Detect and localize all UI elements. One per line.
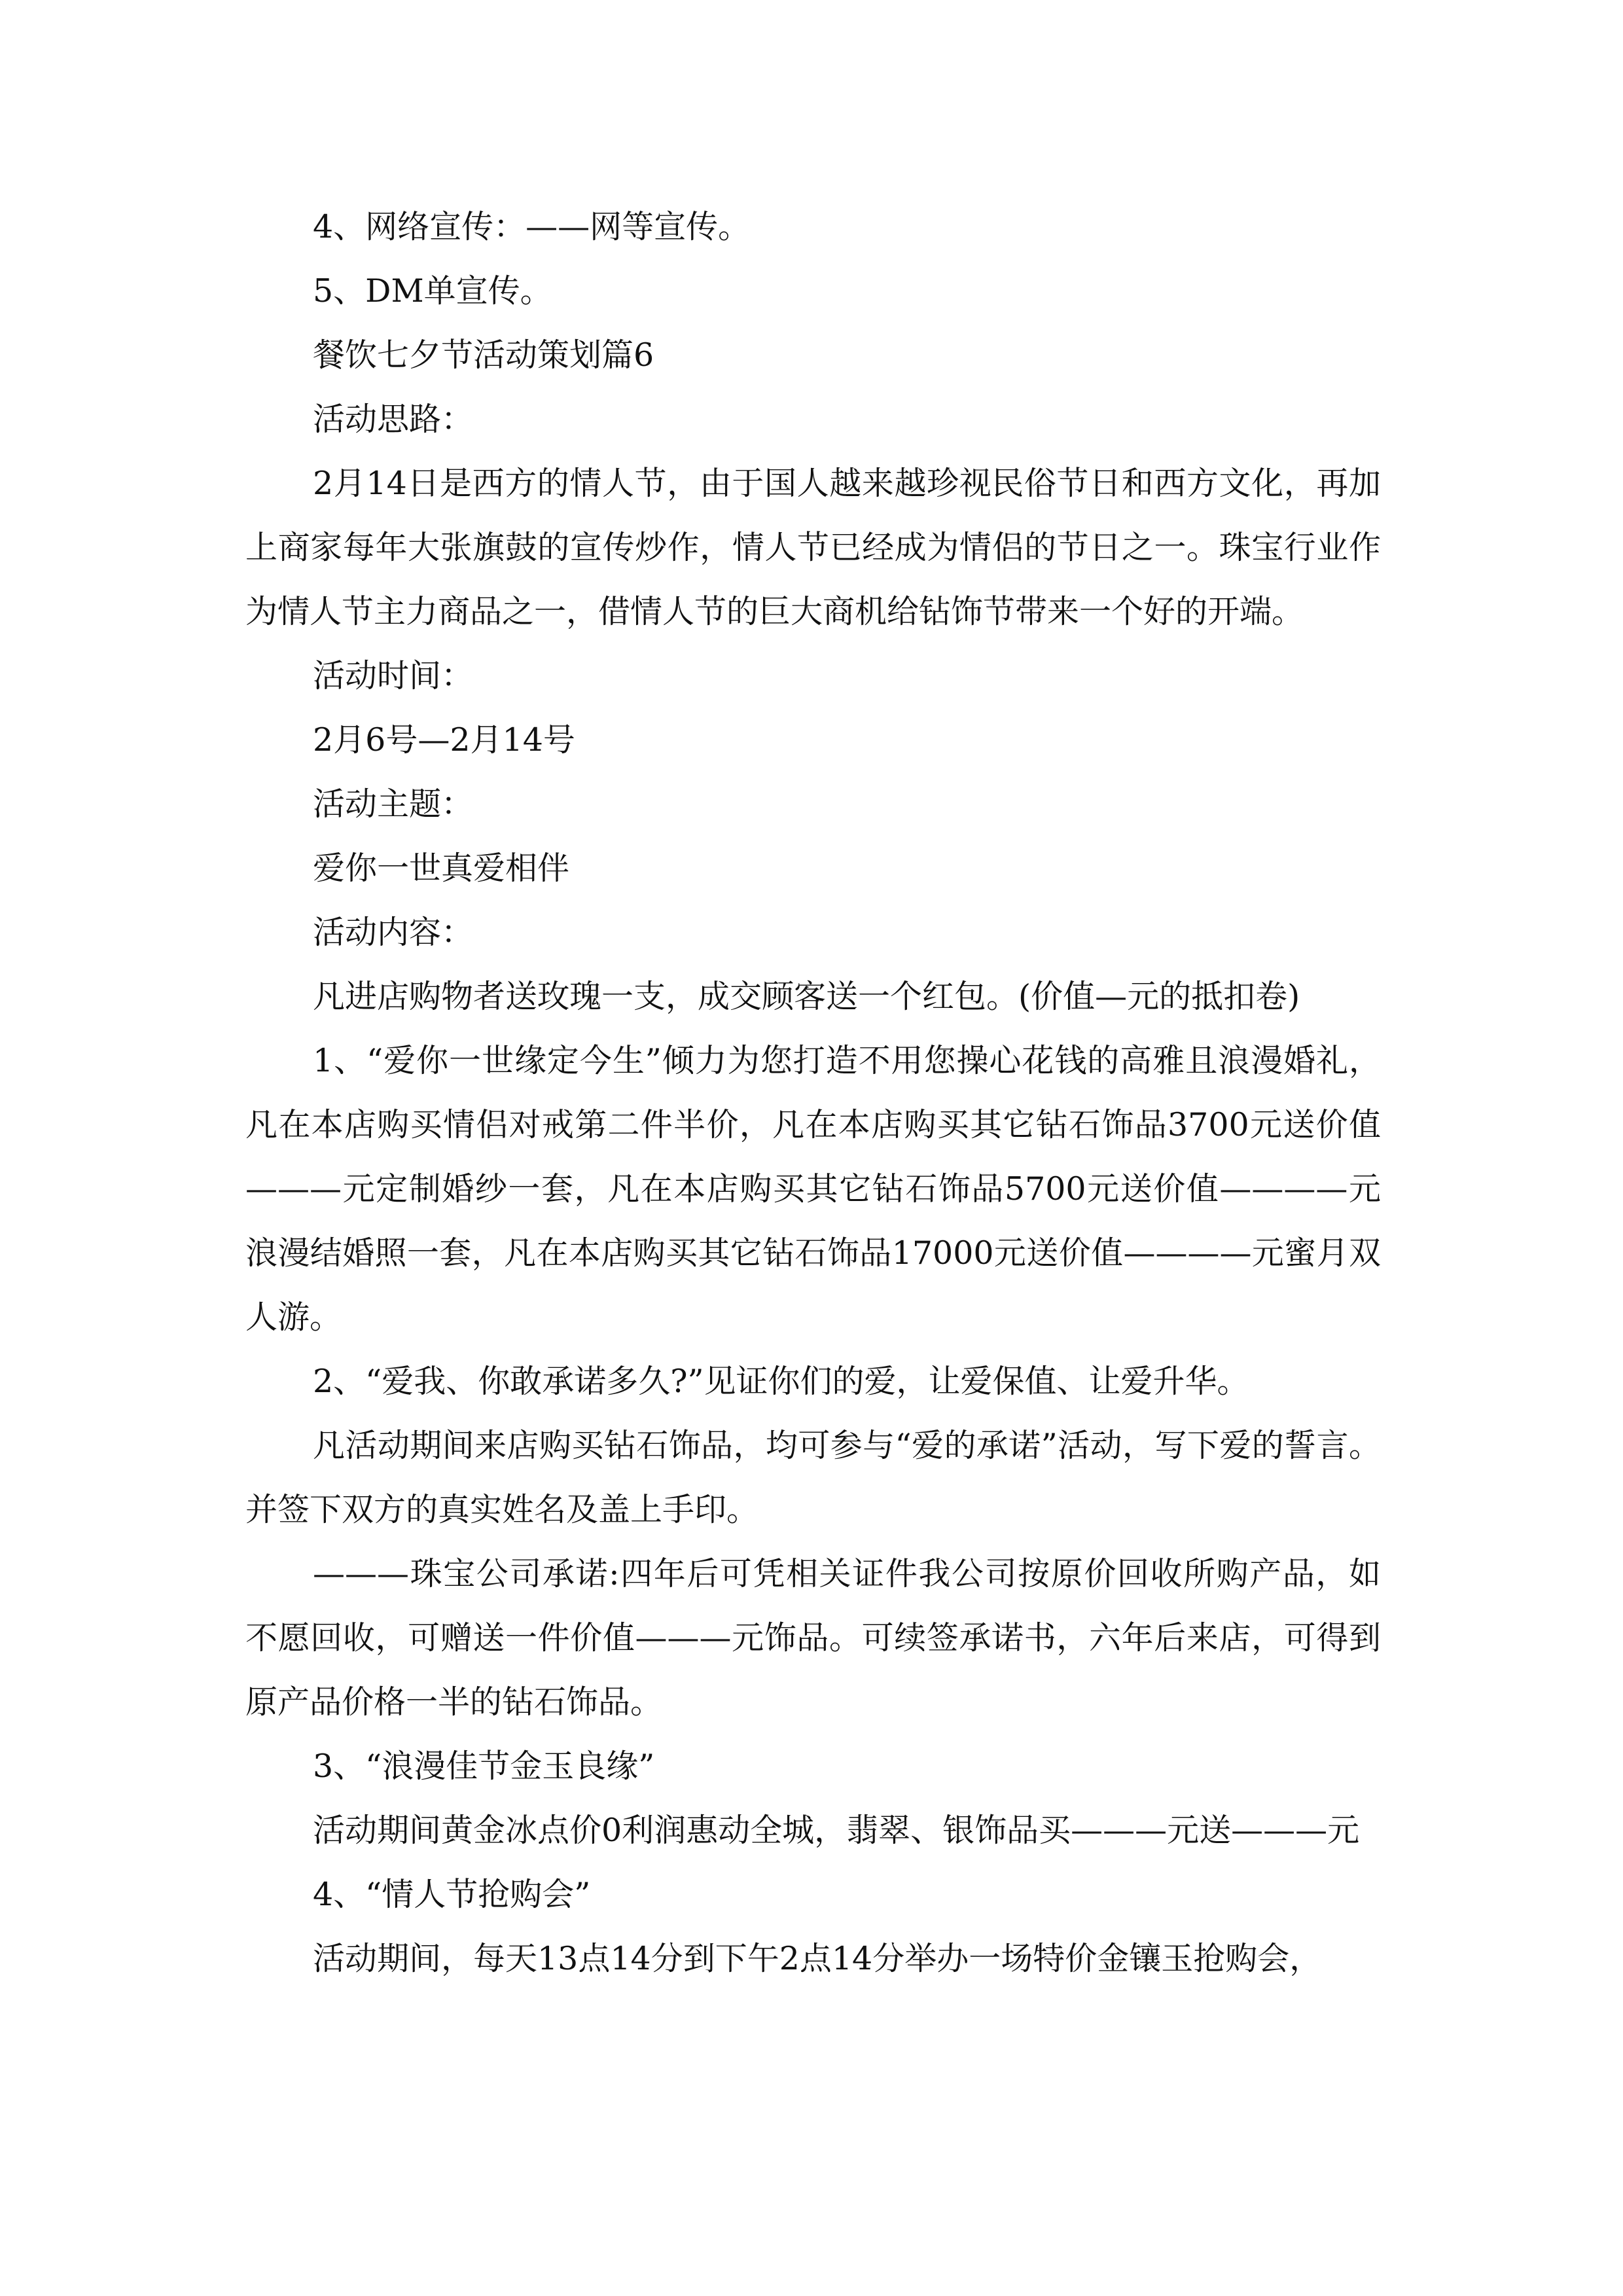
- paragraph-item-1: 1、“爱你一世缘定今生”倾力为您打造不用您操心花钱的高雅且浪漫婚礼，凡在本店购买情侣对戒第二件半价，凡在本店购买其它钻石饰品3700元送价值———元定制婚纱一套，凡在本店购买其它钻石饰品5700元送价值————元浪漫结婚照一套，凡在本店购买其它钻石饰品17000元送价值————元蜜月双人游。: [245, 1042, 1381, 1336]
- paragraph-company-promise: ———珠宝公司承诺:四年后可凭相关证件我公司按原价回收所购产品，如不愿回收，可赠送一件价值———元饰品。可续签承诺书，六年后来店，可得到原产品价格一半的钻石饰品。: [245, 1555, 1381, 1721]
- paragraph-dm-promo: 5、DM单宣传。: [313, 272, 552, 310]
- paragraph-item-3: 3、“浪漫佳节金玉良缘”: [313, 1748, 655, 1785]
- heading-activity-theme: 活动主题：: [313, 785, 474, 823]
- heading-activity-time: 活动时间：: [313, 657, 474, 694]
- paragraph-network-promo: 4、网络宣传：——网等宣传。: [313, 208, 751, 245]
- paragraph-gold-offer: 活动期间黄金冰点价0利润惠动全城，翡翠、银饰品买———元送———元: [313, 1812, 1360, 1849]
- section-title: 餐饮七夕节活动策划篇6: [313, 336, 654, 374]
- paragraph-flash-sale: 活动期间，每天13点14分到下午2点14分举办一场特价金镶玉抢购会，: [313, 1940, 1322, 1977]
- document-body: [245, 195, 1381, 1991]
- heading-activity-content: 活动内容：: [313, 914, 474, 951]
- paragraph-item-4: 4、“情人节抢购会”: [313, 1876, 591, 1913]
- paragraph-activity-theme: 爱你一世真爱相伴: [313, 850, 570, 887]
- paragraph-gift-offer: 凡进店购物者送玫瑰一支，成交顾客送一个红包。(价值—元的抵扣卷): [313, 978, 1300, 1015]
- paragraph-activity-idea: 2月14日是西方的情人节，由于国人越来越珍视民俗节日和西方文化，再加上商家每年大张旗鼓的宣传炒作，情人节已经成为情侣的节日之一。珠宝行业作为情人节主力商品之一，借情人节的巨大商机给钻饰节带来一个好的开端。: [245, 465, 1381, 630]
- paragraph-love-promise: 凡活动期间来店购买钻石饰品，均可参与“爱的承诺”活动，写下爱的誓言。并签下双方的真实姓名及盖上手印。: [245, 1427, 1381, 1528]
- paragraph-item-2: 2、“爱我、你敢承诺多久?”见证你们的爱，让爱保值、让爱升华。: [313, 1363, 1249, 1400]
- heading-activity-idea: 活动思路：: [313, 401, 474, 438]
- paragraph-activity-time: 2月6号—2月14号: [313, 721, 575, 759]
